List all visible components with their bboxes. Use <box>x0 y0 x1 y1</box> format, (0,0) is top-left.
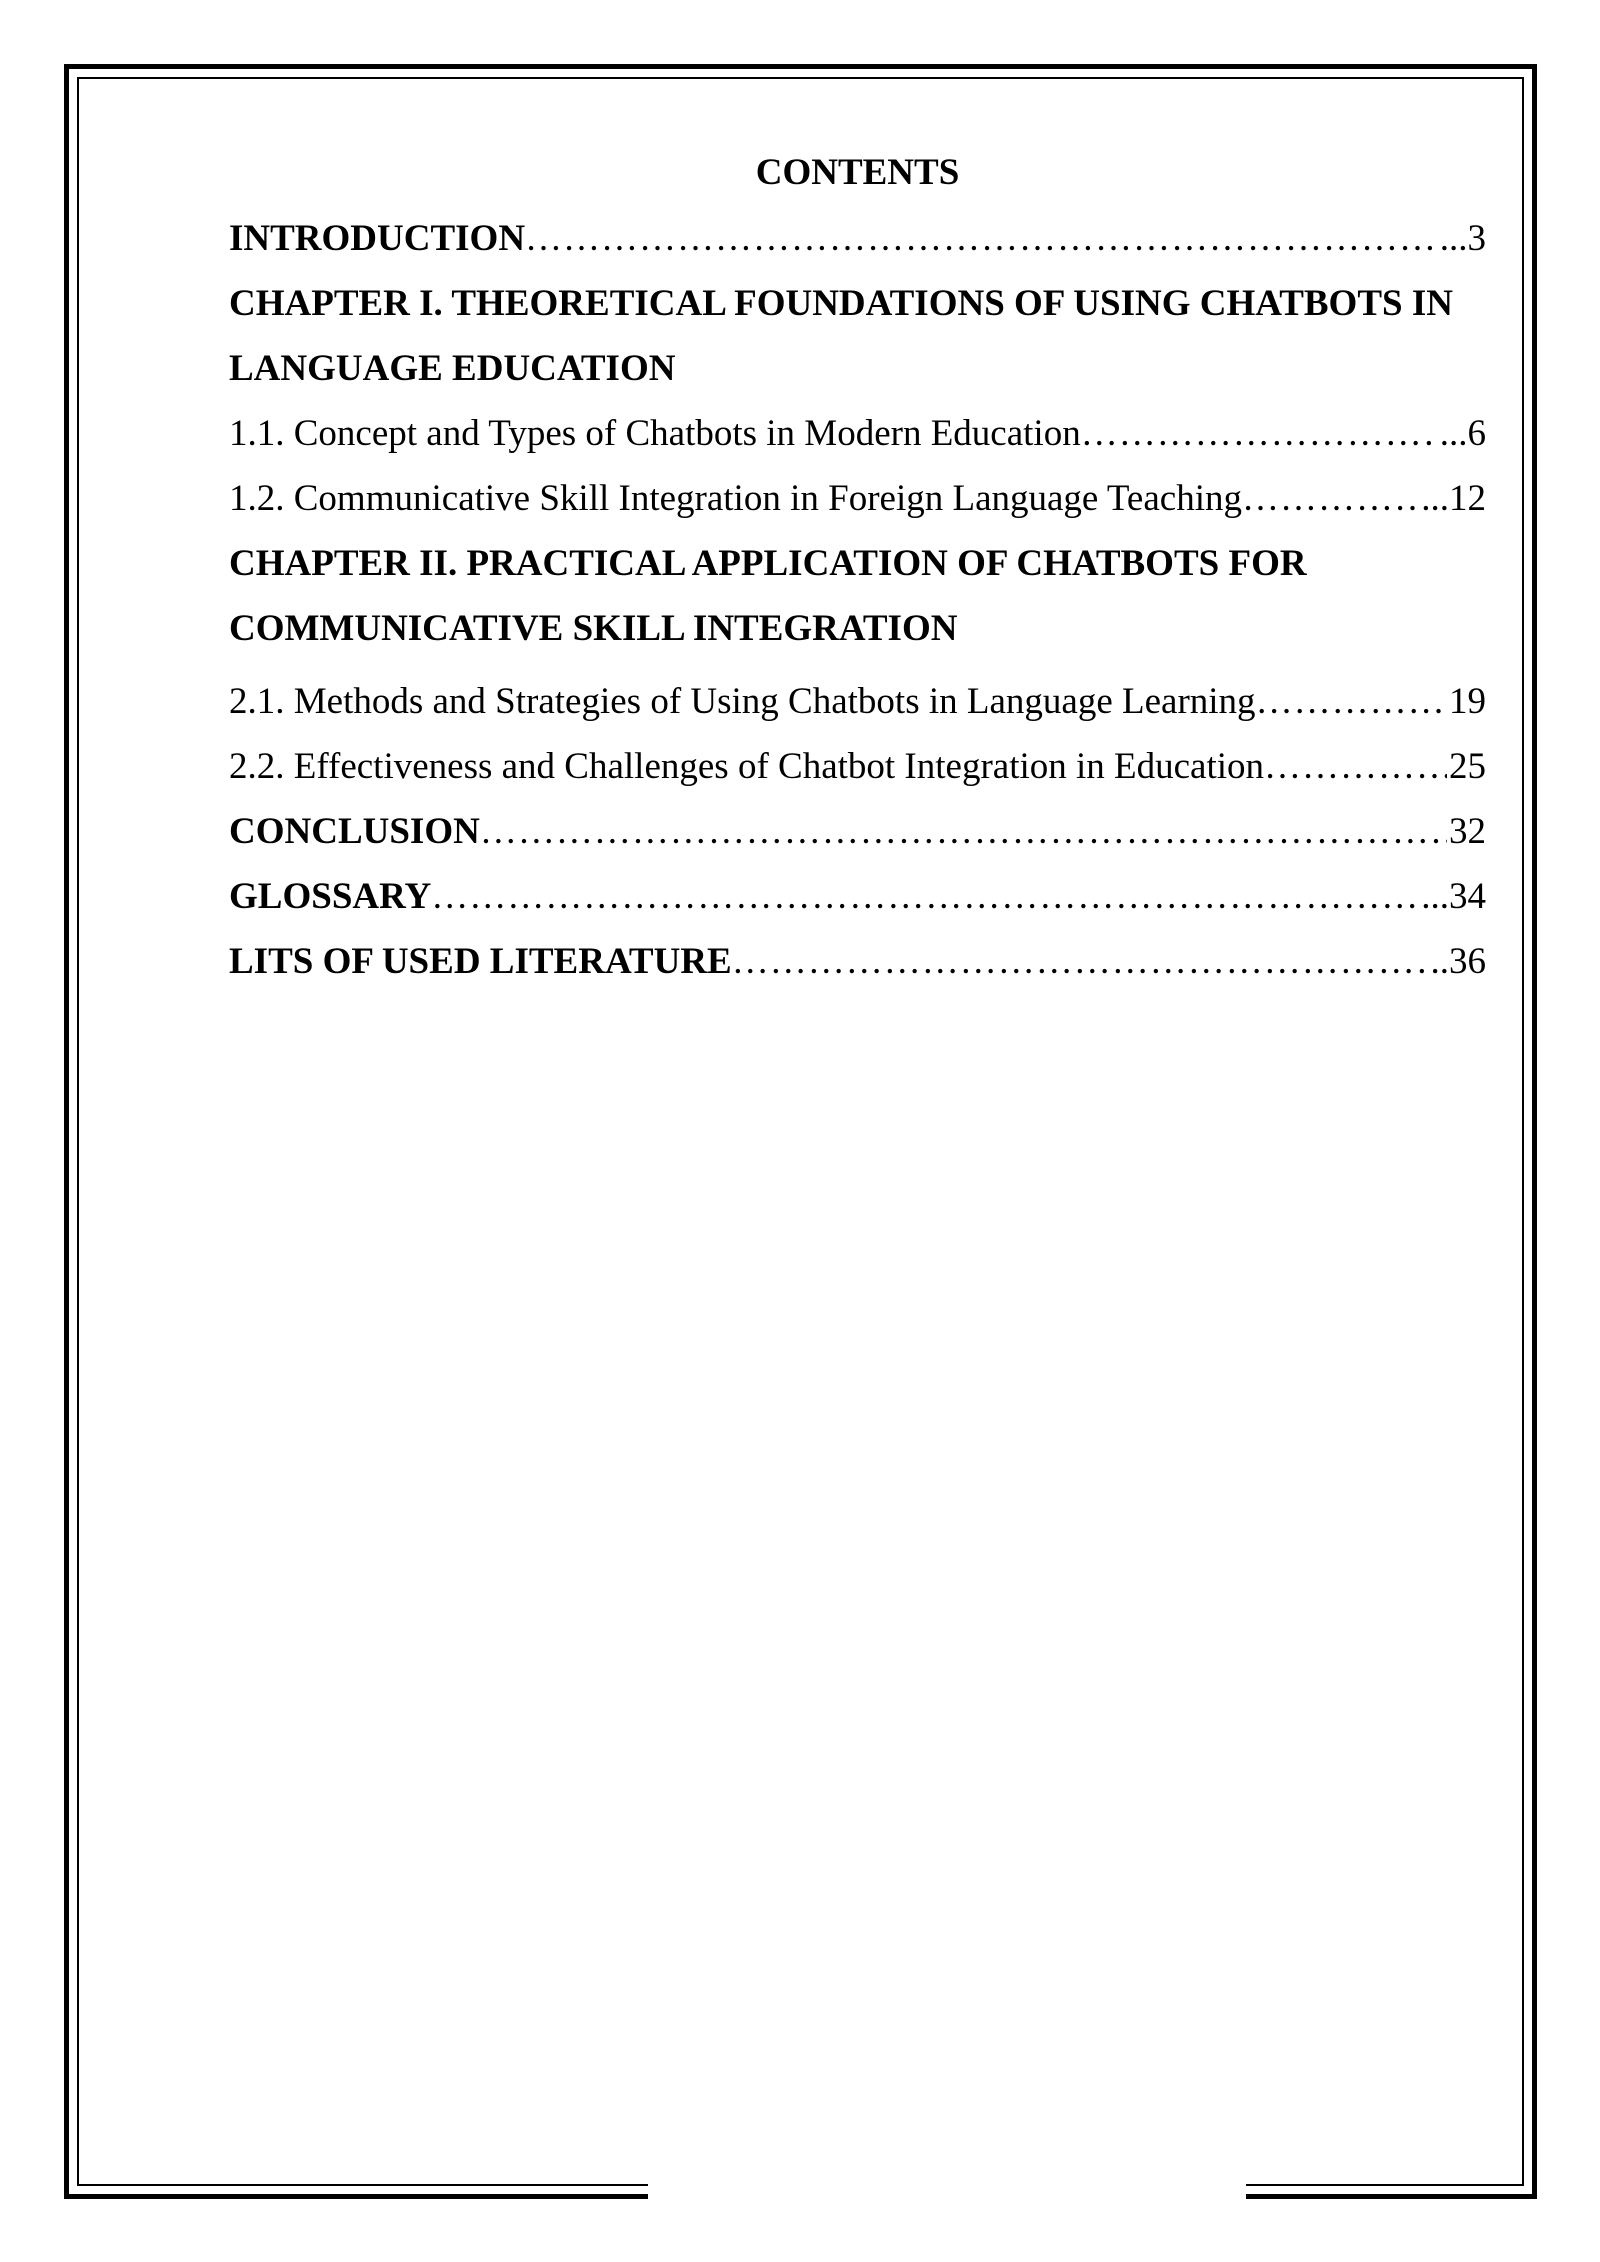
toc-chapter-2 <box>229 531 1486 661</box>
toc-entry-conclusion <box>229 799 1486 864</box>
contents-heading: CONTENTS <box>755 152 960 193</box>
toc-page-number: ...34 <box>1421 876 1486 917</box>
dot-leader <box>732 929 1429 994</box>
toc-page-number: 19 <box>1449 681 1486 722</box>
dot-leader <box>1081 401 1438 466</box>
toc-entry-label: LITS OF USED LITERATURE <box>229 941 732 982</box>
toc-entry-label: CONCLUSION <box>229 811 480 852</box>
toc-chapter-1 <box>229 271 1486 401</box>
toc-entry-1-2 <box>229 466 1486 531</box>
toc-entry-1-1 <box>229 401 1486 466</box>
chapter-title-line: COMMUNICATIVE SKILL INTEGRATION <box>229 608 958 649</box>
toc-entry-label: 2.2. Effectiveness and Challenges of Chatbot Integration in Education <box>229 746 1265 787</box>
toc-entry-label: INTRODUCTION <box>229 218 526 259</box>
toc-entry-glossary <box>229 864 1486 929</box>
toc-entry-2-2 <box>229 734 1486 799</box>
toc-entry-label: 1.2. Communicative Skill Integration in Foreign Language Teaching <box>229 478 1242 519</box>
toc-entry-literature <box>229 929 1486 994</box>
page-border-gap <box>648 2175 1246 2205</box>
toc-entry-label: 2.1. Methods and Strategies of Using Chatbots in Language Learning <box>229 681 1256 722</box>
toc-page-number: ...3 <box>1439 218 1486 259</box>
chapter-title-line: LANGUAGE EDUCATION <box>229 348 676 389</box>
toc-entry-label: 1.1. Concept and Types of Chatbots in Modern Education <box>229 413 1081 454</box>
chapter-title-line: CHAPTER II. PRACTICAL APPLICATION OF CHATBOTS FOR <box>229 543 1307 584</box>
dot-leader <box>1256 669 1447 734</box>
dot-leader <box>525 206 1438 271</box>
toc-page-number: 32 <box>1449 811 1486 852</box>
toc-page-number: ..36 <box>1430 941 1486 982</box>
dot-leader <box>1264 734 1447 799</box>
dot-leader <box>480 799 1447 864</box>
toc-page-number: 25 <box>1449 746 1486 787</box>
toc-entry-introduction <box>229 206 1486 271</box>
chapter-title-line: CHAPTER I. THEORETICAL FOUNDATIONS OF USING CHATBOTS IN <box>229 283 1453 324</box>
toc-entry-label: GLOSSARY <box>229 876 432 917</box>
toc-page-number: ...12 <box>1421 478 1486 519</box>
table-of-contents <box>229 140 1486 994</box>
dot-leader <box>431 864 1419 929</box>
toc-page-number: ...6 <box>1439 413 1486 454</box>
toc-entry-2-1 <box>229 669 1486 734</box>
dot-leader <box>1242 466 1419 531</box>
